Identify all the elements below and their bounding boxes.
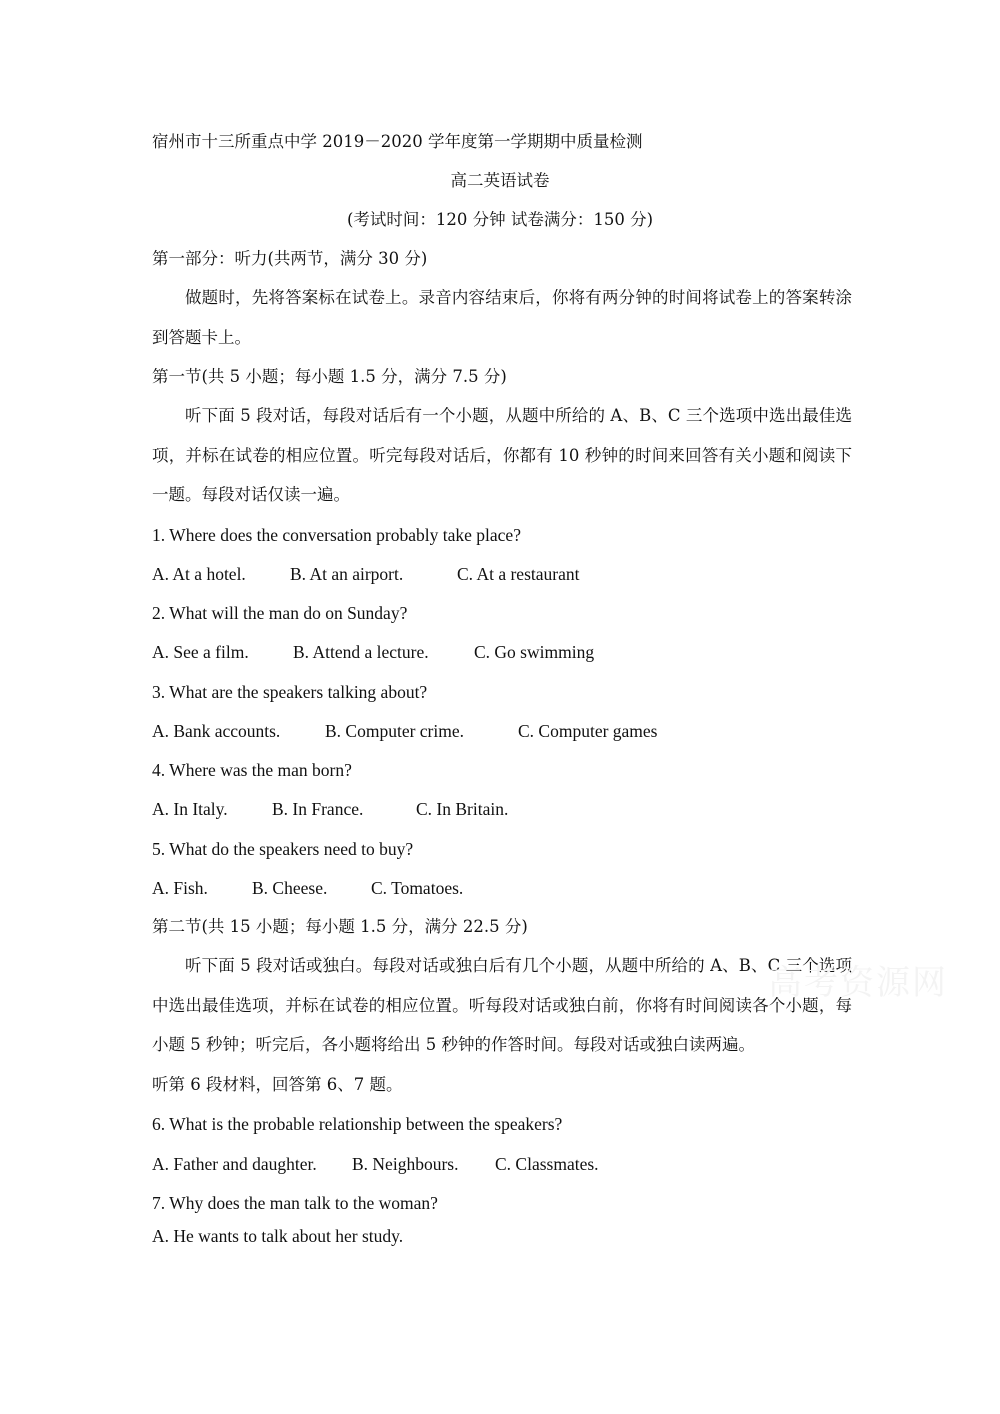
question-6: 6. What is the probable relationship between the speakers? bbox=[152, 1114, 563, 1134]
exam-info: (考试时间：120 分钟 试卷满分：150 分) bbox=[346, 210, 654, 229]
question-7-option-a: A. He wants to talk about her study. bbox=[152, 1226, 404, 1246]
question-7: 7. Why does the man talk to the woman? bbox=[152, 1193, 438, 1213]
section2-instructions: 听下面 5 段对话或独白。每段对话或独白后有几个小题，从题中所给的 A、B、C 三个选项中选出最佳选项，并标在试卷的相应位置。听每段对话或独白前，你将有时间阅读各个小题，每小题 5 秒钟；听完后，各小题将给出 5 秒钟的作答时间。每段对话或独白读两遍。 bbox=[152, 956, 852, 1054]
material-6-note: 听第 6 段材料，回答第 6、7 题。 bbox=[152, 1075, 403, 1094]
part1-instructions: 做题时，先将答案标在试卷上。录音内容结束后，你将有两分钟的时间将试卷上的答案转涂到答题卡上。 bbox=[152, 288, 852, 347]
option-b: B. At an airport. bbox=[290, 564, 404, 584]
option-b: B. Attend a lecture. bbox=[293, 642, 429, 662]
option-a: A. Fish. bbox=[152, 878, 208, 898]
option-b: B. Neighbours. bbox=[352, 1154, 459, 1174]
option-a: A. Father and daughter. bbox=[152, 1154, 317, 1174]
option-c: C. In Britain. bbox=[416, 799, 509, 819]
section2-heading: 第二节(共 15 小题；每小题 1.5 分，满分 22.5 分) bbox=[152, 917, 528, 936]
option-a: A. At a hotel. bbox=[152, 564, 246, 584]
page-title: 高二英语试卷 bbox=[450, 171, 550, 190]
option-b: B. In France. bbox=[272, 799, 364, 819]
question-1: 1. Where does the conversation probably take place? bbox=[152, 525, 521, 545]
question-5: 5. What do the speakers need to buy? bbox=[152, 839, 414, 859]
section1-heading: 第一节(共 5 小题；每小题 1.5 分，满分 7.5 分) bbox=[152, 367, 507, 386]
option-a: A. In Italy. bbox=[152, 799, 228, 819]
option-c: C. At a restaurant bbox=[457, 564, 580, 584]
option-a: A. Bank accounts. bbox=[152, 721, 281, 741]
option-c: C. Go swimming bbox=[474, 642, 595, 662]
watermark: 高考资源网 bbox=[768, 963, 948, 1003]
question-4: 4. Where was the man born? bbox=[152, 760, 352, 780]
school-exam-line: 宿州市十三所重点中学 2019－2020 学年度第一学期期中质量检测 bbox=[152, 132, 643, 151]
option-b: B. Computer crime. bbox=[325, 721, 465, 741]
question-3: 3. What are the speakers talking about? bbox=[152, 682, 428, 702]
option-a: A. See a film. bbox=[152, 642, 249, 662]
option-c: C. Classmates. bbox=[495, 1154, 599, 1174]
option-c: C. Computer games bbox=[518, 721, 658, 741]
section1-instructions: 听下面 5 段对话，每段对话后有一个小题，从题中所给的 A、B、C 三个选项中选出最佳选项，并标在试卷的相应位置。听完每段对话后，你都有 10 秒钟的时间来回答有关小题和阅读下一题。每段对话仅读一遍。 bbox=[152, 406, 852, 504]
question-2: 2. What will the man do on Sunday? bbox=[152, 603, 408, 623]
option-c: C. Tomatoes. bbox=[371, 878, 464, 898]
part1-heading: 第一部分：听力(共两节，满分 30 分) bbox=[152, 249, 428, 268]
option-b: B. Cheese. bbox=[252, 878, 328, 898]
